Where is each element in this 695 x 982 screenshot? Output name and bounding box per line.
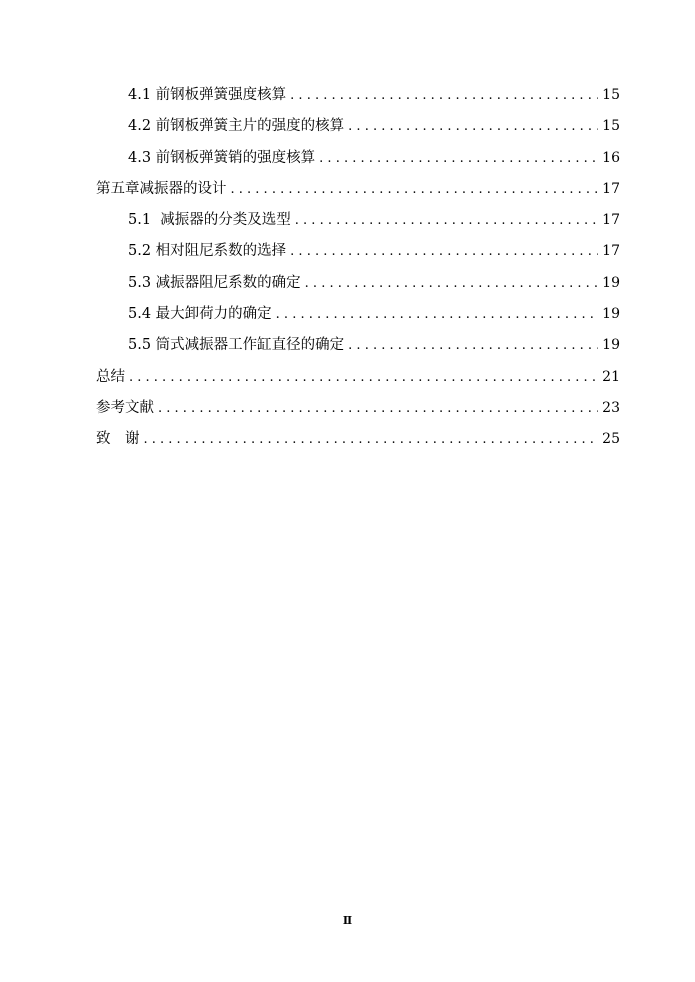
toc-dot-leader xyxy=(129,367,598,389)
toc-entry-title: 第五章减振器的设计 xyxy=(96,180,227,197)
toc-dot-leader xyxy=(348,335,598,357)
toc-dot-leader xyxy=(290,85,598,107)
toc-entry-acknowledgements[interactable] xyxy=(96,428,620,459)
toc-entry-title: 致 谢 xyxy=(96,431,140,448)
toc-entry-title: 5.4 最大卸荷力的确定 xyxy=(128,306,272,323)
toc-dot-leader xyxy=(231,179,599,201)
table-of-contents xyxy=(96,84,620,460)
toc-dot-leader xyxy=(305,273,599,295)
toc-entry-5-3[interactable] xyxy=(96,272,620,303)
toc-entry-page: 21 xyxy=(602,368,620,385)
toc-entry-title: 4.2 前钢板弹簧主片的强度的核算 xyxy=(128,118,345,135)
toc-entry-5-2[interactable] xyxy=(96,240,620,271)
page-number: Ⅱ xyxy=(342,914,353,927)
toc-dot-leader xyxy=(295,210,598,232)
toc-entry-4-1[interactable] xyxy=(96,84,620,115)
toc-entry-page: 15 xyxy=(602,87,620,103)
toc-entry-title: 4.1 前钢板弹簧强度核算 xyxy=(128,87,287,103)
toc-dot-leader xyxy=(144,429,599,451)
toc-entry-page: 19 xyxy=(602,306,620,323)
toc-entry-summary[interactable] xyxy=(96,366,620,397)
toc-entry-page: 16 xyxy=(602,149,620,166)
toc-entry-page: 17 xyxy=(602,243,620,260)
toc-entry-chapter-5[interactable] xyxy=(96,178,620,209)
toc-dot-leader xyxy=(276,304,599,326)
toc-dot-leader xyxy=(158,398,598,420)
toc-entry-page: 19 xyxy=(602,274,620,291)
toc-entry-title: 5.5 筒式减振器工作缸直径的确定 xyxy=(128,337,345,354)
toc-entry-4-3[interactable] xyxy=(96,147,620,178)
toc-entry-page: 17 xyxy=(602,180,620,197)
toc-entry-page: 19 xyxy=(602,337,620,354)
toc-entry-page: 17 xyxy=(602,212,620,229)
toc-entry-title: 5.3 减振器阻尼系数的确定 xyxy=(128,274,301,291)
toc-entry-title: 参考文献 xyxy=(96,399,154,416)
toc-entry-title: 4.3 前钢板弹簧销的强度核算 xyxy=(128,149,316,166)
toc-entry-5-1[interactable] xyxy=(96,209,620,240)
toc-entry-page: 23 xyxy=(602,399,620,416)
toc-dot-leader xyxy=(319,148,598,170)
toc-entry-5-4[interactable] xyxy=(96,303,620,334)
toc-dot-leader xyxy=(290,241,598,263)
toc-entry-page: 15 xyxy=(602,118,620,135)
toc-entry-title: 5.1 减振器的分类及选型 xyxy=(128,212,291,229)
toc-dot-leader xyxy=(348,116,598,138)
toc-entry-page: 25 xyxy=(602,431,620,448)
toc-entry-4-2[interactable] xyxy=(96,115,620,146)
toc-entry-references[interactable] xyxy=(96,397,620,428)
toc-entry-title: 总结 xyxy=(96,368,125,385)
toc-entry-title: 5.2 相对阻尼系数的选择 xyxy=(128,243,287,260)
toc-entry-5-5[interactable] xyxy=(96,334,620,365)
